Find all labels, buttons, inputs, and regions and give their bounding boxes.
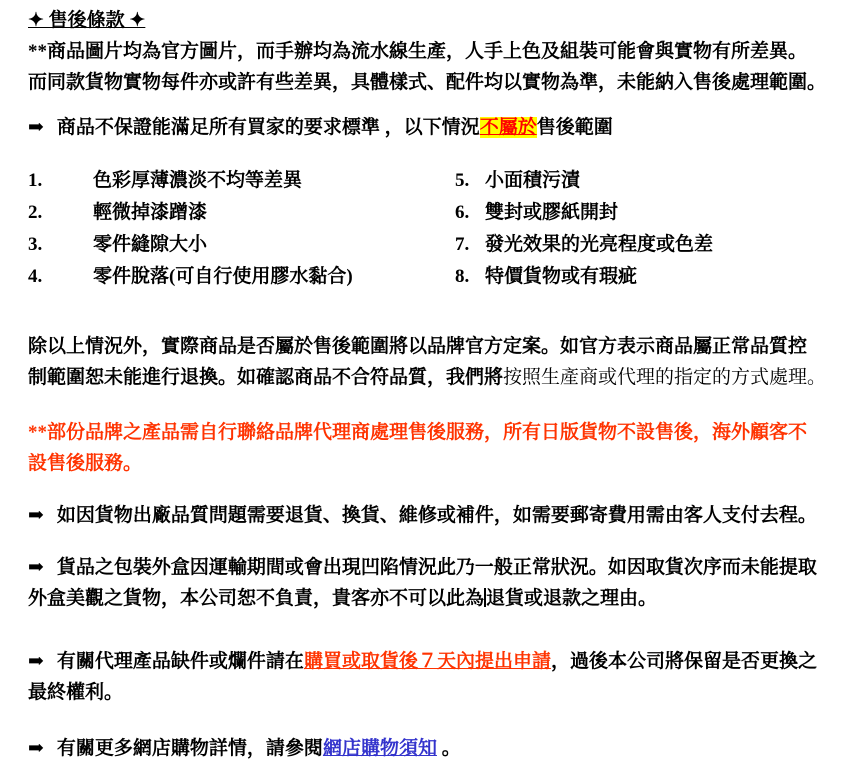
decision-paragraph bbox=[28, 331, 848, 393]
decision-line-2-normal: 按照生產商或代理的指定的方式處理。 bbox=[503, 367, 827, 388]
list-item bbox=[455, 165, 580, 197]
list-item-text: 色彩厚薄濃淡不均等差異 bbox=[93, 170, 303, 191]
decision-line-2 bbox=[28, 362, 848, 393]
shipping-note bbox=[28, 500, 848, 531]
parts-claim-line-2: 最終權利。 bbox=[28, 682, 124, 703]
page-title bbox=[28, 6, 848, 36]
list-item-number: 3. bbox=[28, 234, 43, 255]
highlight-not-covered: 不屬於 bbox=[479, 117, 537, 138]
list-item bbox=[28, 165, 455, 197]
agency-line-2: 設售後服務。 bbox=[28, 453, 143, 474]
intro-paragraph bbox=[28, 36, 848, 98]
not-covered-heading bbox=[28, 112, 848, 143]
list-item bbox=[455, 261, 637, 293]
packaging-line-2 bbox=[28, 583, 848, 614]
list-item-text: 零件脫落(可自行使用膠水黏合) bbox=[93, 266, 353, 287]
list-item-text: 輕微掉漆蹭漆 bbox=[93, 202, 208, 223]
list-row bbox=[28, 261, 848, 293]
list-item-number: 4. bbox=[28, 266, 43, 287]
parts-claim-line-1 bbox=[28, 646, 848, 677]
list-item-text: 零件縫隙大小 bbox=[93, 234, 208, 255]
more-info-after-link: 。 bbox=[436, 738, 461, 759]
not-covered-text-before: 商品不保證能滿足所有買家的要求標準 ，以下情況 bbox=[56, 117, 480, 138]
arrow-icon: ➡ bbox=[28, 738, 44, 759]
list-row bbox=[28, 197, 848, 229]
list-item-number: 1. bbox=[28, 170, 43, 191]
list-item-text: 發光效果的光亮程度或色差 bbox=[485, 234, 714, 255]
list-item-text: 小面積污漬 bbox=[485, 170, 581, 191]
deadline-emphasis: 購買或取貨後７天內提出申請 bbox=[303, 651, 551, 672]
list-row bbox=[28, 165, 848, 197]
agency-notice-paragraph bbox=[28, 417, 848, 479]
arrow-icon: ➡ bbox=[28, 505, 44, 526]
decision-line-1: 除以上情況外，實際商品是否屬於售後範圍將以品牌官方定案。如官方表示商品屬正常品質控 bbox=[28, 336, 808, 357]
packaging-line-2-before: 外盒美觀之貨物，本公司恕不負責，貴客亦不可以此為 bbox=[28, 588, 485, 609]
more-info-note bbox=[28, 733, 848, 764]
arrow-icon: ➡ bbox=[28, 557, 44, 578]
list-item bbox=[28, 261, 455, 293]
list-item bbox=[28, 197, 455, 229]
arrow-icon: ➡ bbox=[28, 117, 44, 138]
packaging-line-2-after: 退貨或退款之理由。 bbox=[486, 588, 658, 609]
list-item bbox=[455, 229, 713, 261]
list-item bbox=[455, 197, 618, 229]
list-item bbox=[28, 229, 455, 261]
intro-line-1: **商品圖片均為官方圖片，而手辦均為流水線生產，人手上色及組裝可能會與實物有所差異。 bbox=[28, 41, 808, 62]
list-item-text: 雙封或膠紙開封 bbox=[485, 202, 619, 223]
packaging-line-1 bbox=[28, 552, 848, 583]
parts-claim-before-link: 有關代理產品缺件或爛件請在 bbox=[56, 651, 304, 672]
packaging-line-1-text: 貨品之包裝外盒因運輸期間或會出現凹陷情況此乃一般正常狀況。如因取貨次序而未能提取 bbox=[56, 557, 817, 578]
intro-line-2: 而同款貨物實物每件亦或許有些差異，具體樣式、配件均以實物為準，未能納入售後處理範圍。 bbox=[28, 72, 827, 93]
list-item-number: 7. bbox=[455, 234, 470, 255]
list-row bbox=[28, 229, 848, 261]
parts-claim-after-link: ，過後本公司將保留是否更換之 bbox=[550, 651, 817, 672]
parts-claim-note bbox=[28, 646, 848, 708]
not-covered-list bbox=[28, 165, 848, 293]
shipping-text: 如因貨物出廠品質問題需要退貨、換貨、維修或補件，如需要郵寄費用需由客人支付去程。 bbox=[56, 505, 817, 526]
list-item-number: 8. bbox=[455, 266, 470, 287]
list-item-number: 2. bbox=[28, 202, 43, 223]
list-item-number: 6. bbox=[455, 202, 470, 223]
more-info-before-link: 有關更多網店購物詳情，請參閱 bbox=[56, 738, 323, 759]
agency-line-1: **部份品牌之產品需自行聯絡品牌代理商處理售後服務，所有日版貨物不設售後，海外顧客不 bbox=[28, 422, 808, 443]
list-item-text: 特價貨物或有瑕疵 bbox=[485, 266, 638, 287]
shop-notice-link[interactable]: 網店購物須知 bbox=[322, 738, 437, 759]
page-title-text: ✦ 售後條款 ✦ bbox=[28, 10, 146, 31]
not-covered-text-after: 售後範圍 bbox=[536, 117, 613, 138]
decision-line-2-bold: 制範圍恕未能進行退換。如確認商品不合符品質，我們將 bbox=[28, 367, 504, 388]
list-item-number: 5. bbox=[455, 170, 470, 191]
packaging-note bbox=[28, 552, 848, 614]
arrow-icon: ➡ bbox=[28, 651, 44, 672]
